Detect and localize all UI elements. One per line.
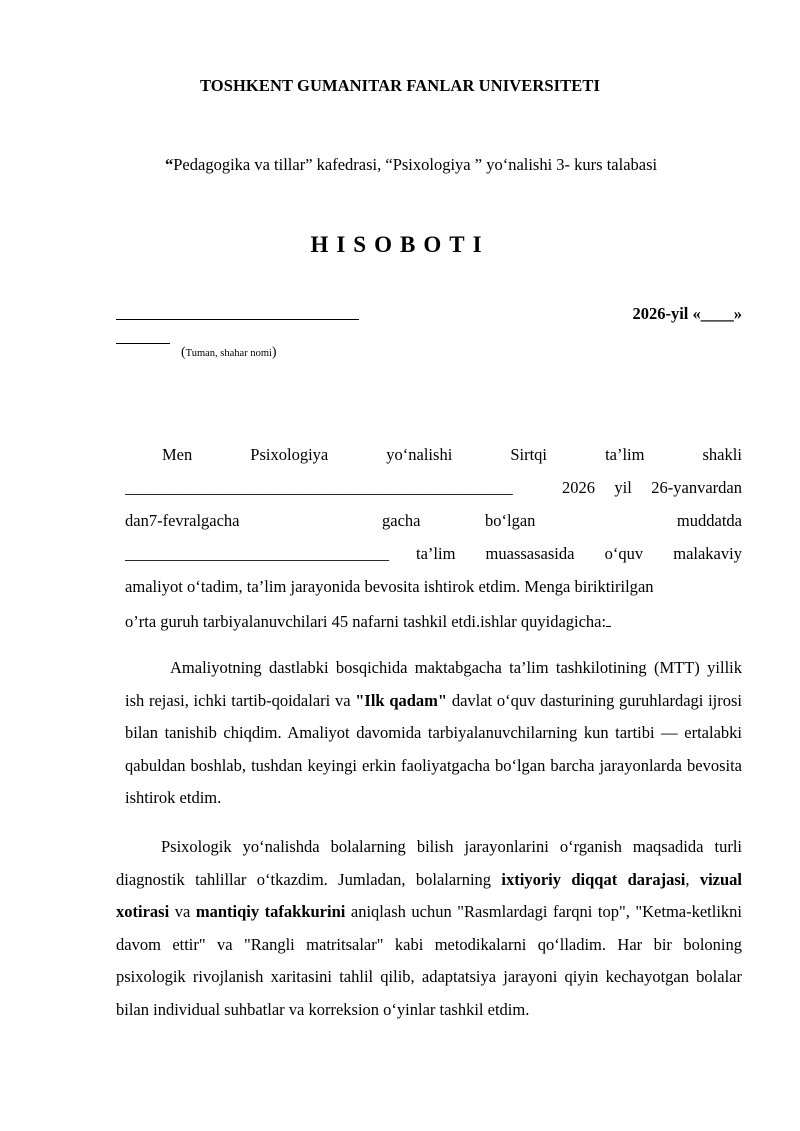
paragraph-3-text: , xyxy=(685,869,700,889)
intro-word: yo‘nalishi xyxy=(386,445,453,464)
place-note xyxy=(181,345,277,361)
intro-word: malakaviy xyxy=(673,544,742,563)
intro-word: gacha xyxy=(382,511,421,530)
paragraph-3-text: aniqlash uchun "Rasmlardagi farqni top", "Ketma-ketlikni davom ettir" va "Rangli matritsalar" kabi metodikalarni qo‘lladim. Har bir boloning psixologik rivojlanish xaritasini tahlil qilib, adaptatsiya jarayoni qiyin kechayotgan bolalar bilan individual suhbatlar va korreksion o‘yinlar tashkil etdim. xyxy=(116,902,743,1019)
highlight-term: mantiqiy tafakkurini xyxy=(195,902,346,921)
highlight-term: ixtiyoriy diqqat darajasi xyxy=(501,869,686,889)
department-line xyxy=(165,155,765,175)
intro-word: dan7-fevralgacha xyxy=(125,511,240,530)
paragraph-3-text: Psixologik yo‘nalishda bolalarning bilish jarayonlarini o‘rganish maqsadida turli diagnostik tahlillar o‘tkazdim. Jumladan, bolalarning xyxy=(116,837,742,889)
intro-word: muddatda xyxy=(676,511,742,530)
intro-word: ta’lim xyxy=(416,544,456,563)
intro-line-2 xyxy=(125,478,742,498)
intro-word: shakli xyxy=(702,445,742,464)
paragraph-3 xyxy=(116,831,742,1026)
intro-word: yil xyxy=(614,478,632,497)
intro-blank: _______________________________________________ xyxy=(125,478,513,497)
intro-word: bo‘lgan xyxy=(485,511,536,530)
intro-line-6 xyxy=(125,610,742,632)
intro-line-1 xyxy=(125,445,742,465)
department-text: Pedagogika va tillar” kafedrasi, “Psixologiya ” yo‘nalishi 3- kurs talabasi xyxy=(173,155,658,174)
paragraph-2-text: davlat o‘quv dasturining guruhlardagi ijrosi bilan tanishib chiqdim. Amaliyot davomida tarbiyalanuvchilarning kun tartibi — ertalabki qabuldan boshlab, tushdan keyingi erkin faoliyatgacha bo‘lgan barcha jarayonlarda bevosita ishtirok etdim. xyxy=(125,690,742,807)
intro-line-6-text: o’rta guruh tarbiyalanuvchilari 45 nafarni tashkil etdi.ishlar quyidagicha: xyxy=(125,612,607,631)
department-quote-open: “ xyxy=(165,155,174,174)
document-title: HISOBOTI xyxy=(310,232,490,257)
intro-word: Psixologiya xyxy=(250,445,329,464)
paragraph-2 xyxy=(125,652,742,815)
place-note-text: Tuman, shahar nomi xyxy=(185,348,272,359)
place-note-close: ) xyxy=(271,345,277,360)
intro-trailing-underline xyxy=(606,610,611,627)
intro-word: 2026 xyxy=(562,478,595,497)
place-blank-line xyxy=(116,319,359,320)
intro-word: muassasasida xyxy=(485,544,575,563)
program-name: "Ilk qadam" xyxy=(355,690,448,710)
paragraph-3-text: va xyxy=(169,902,196,921)
intro-blank: ________________________________ xyxy=(125,544,389,563)
place-note-open: ( xyxy=(181,345,186,360)
intro-word: ta’lim xyxy=(605,445,645,464)
paragraph-2-text: Amaliyotning dastlabki bosqichida maktabgacha ta’lim tashkilotining (MTT) yillik ish rejasi, ichki tartib-qoidalari va xyxy=(125,658,742,710)
intro-word: o‘quv xyxy=(604,544,644,563)
university-name: TOSHKENT GUMANITAR FANLAR UNIVERSITETI xyxy=(199,76,601,95)
intro-word: Men xyxy=(162,445,193,464)
intro-word: 26-yanvardan xyxy=(651,478,742,497)
intro-line-5: amaliyot o‘tadim, ta’lim jarayonida bevosita ishtirok etdim. Menga biriktirilgan xyxy=(125,577,654,596)
place-blank-line-continued xyxy=(116,343,170,344)
report-date: 2026-yil «____» xyxy=(632,304,742,323)
intro-line-4 xyxy=(125,544,742,564)
highlight-term: vizual xotirasi xyxy=(116,869,743,921)
intro-word: Sirtqi xyxy=(510,445,548,464)
